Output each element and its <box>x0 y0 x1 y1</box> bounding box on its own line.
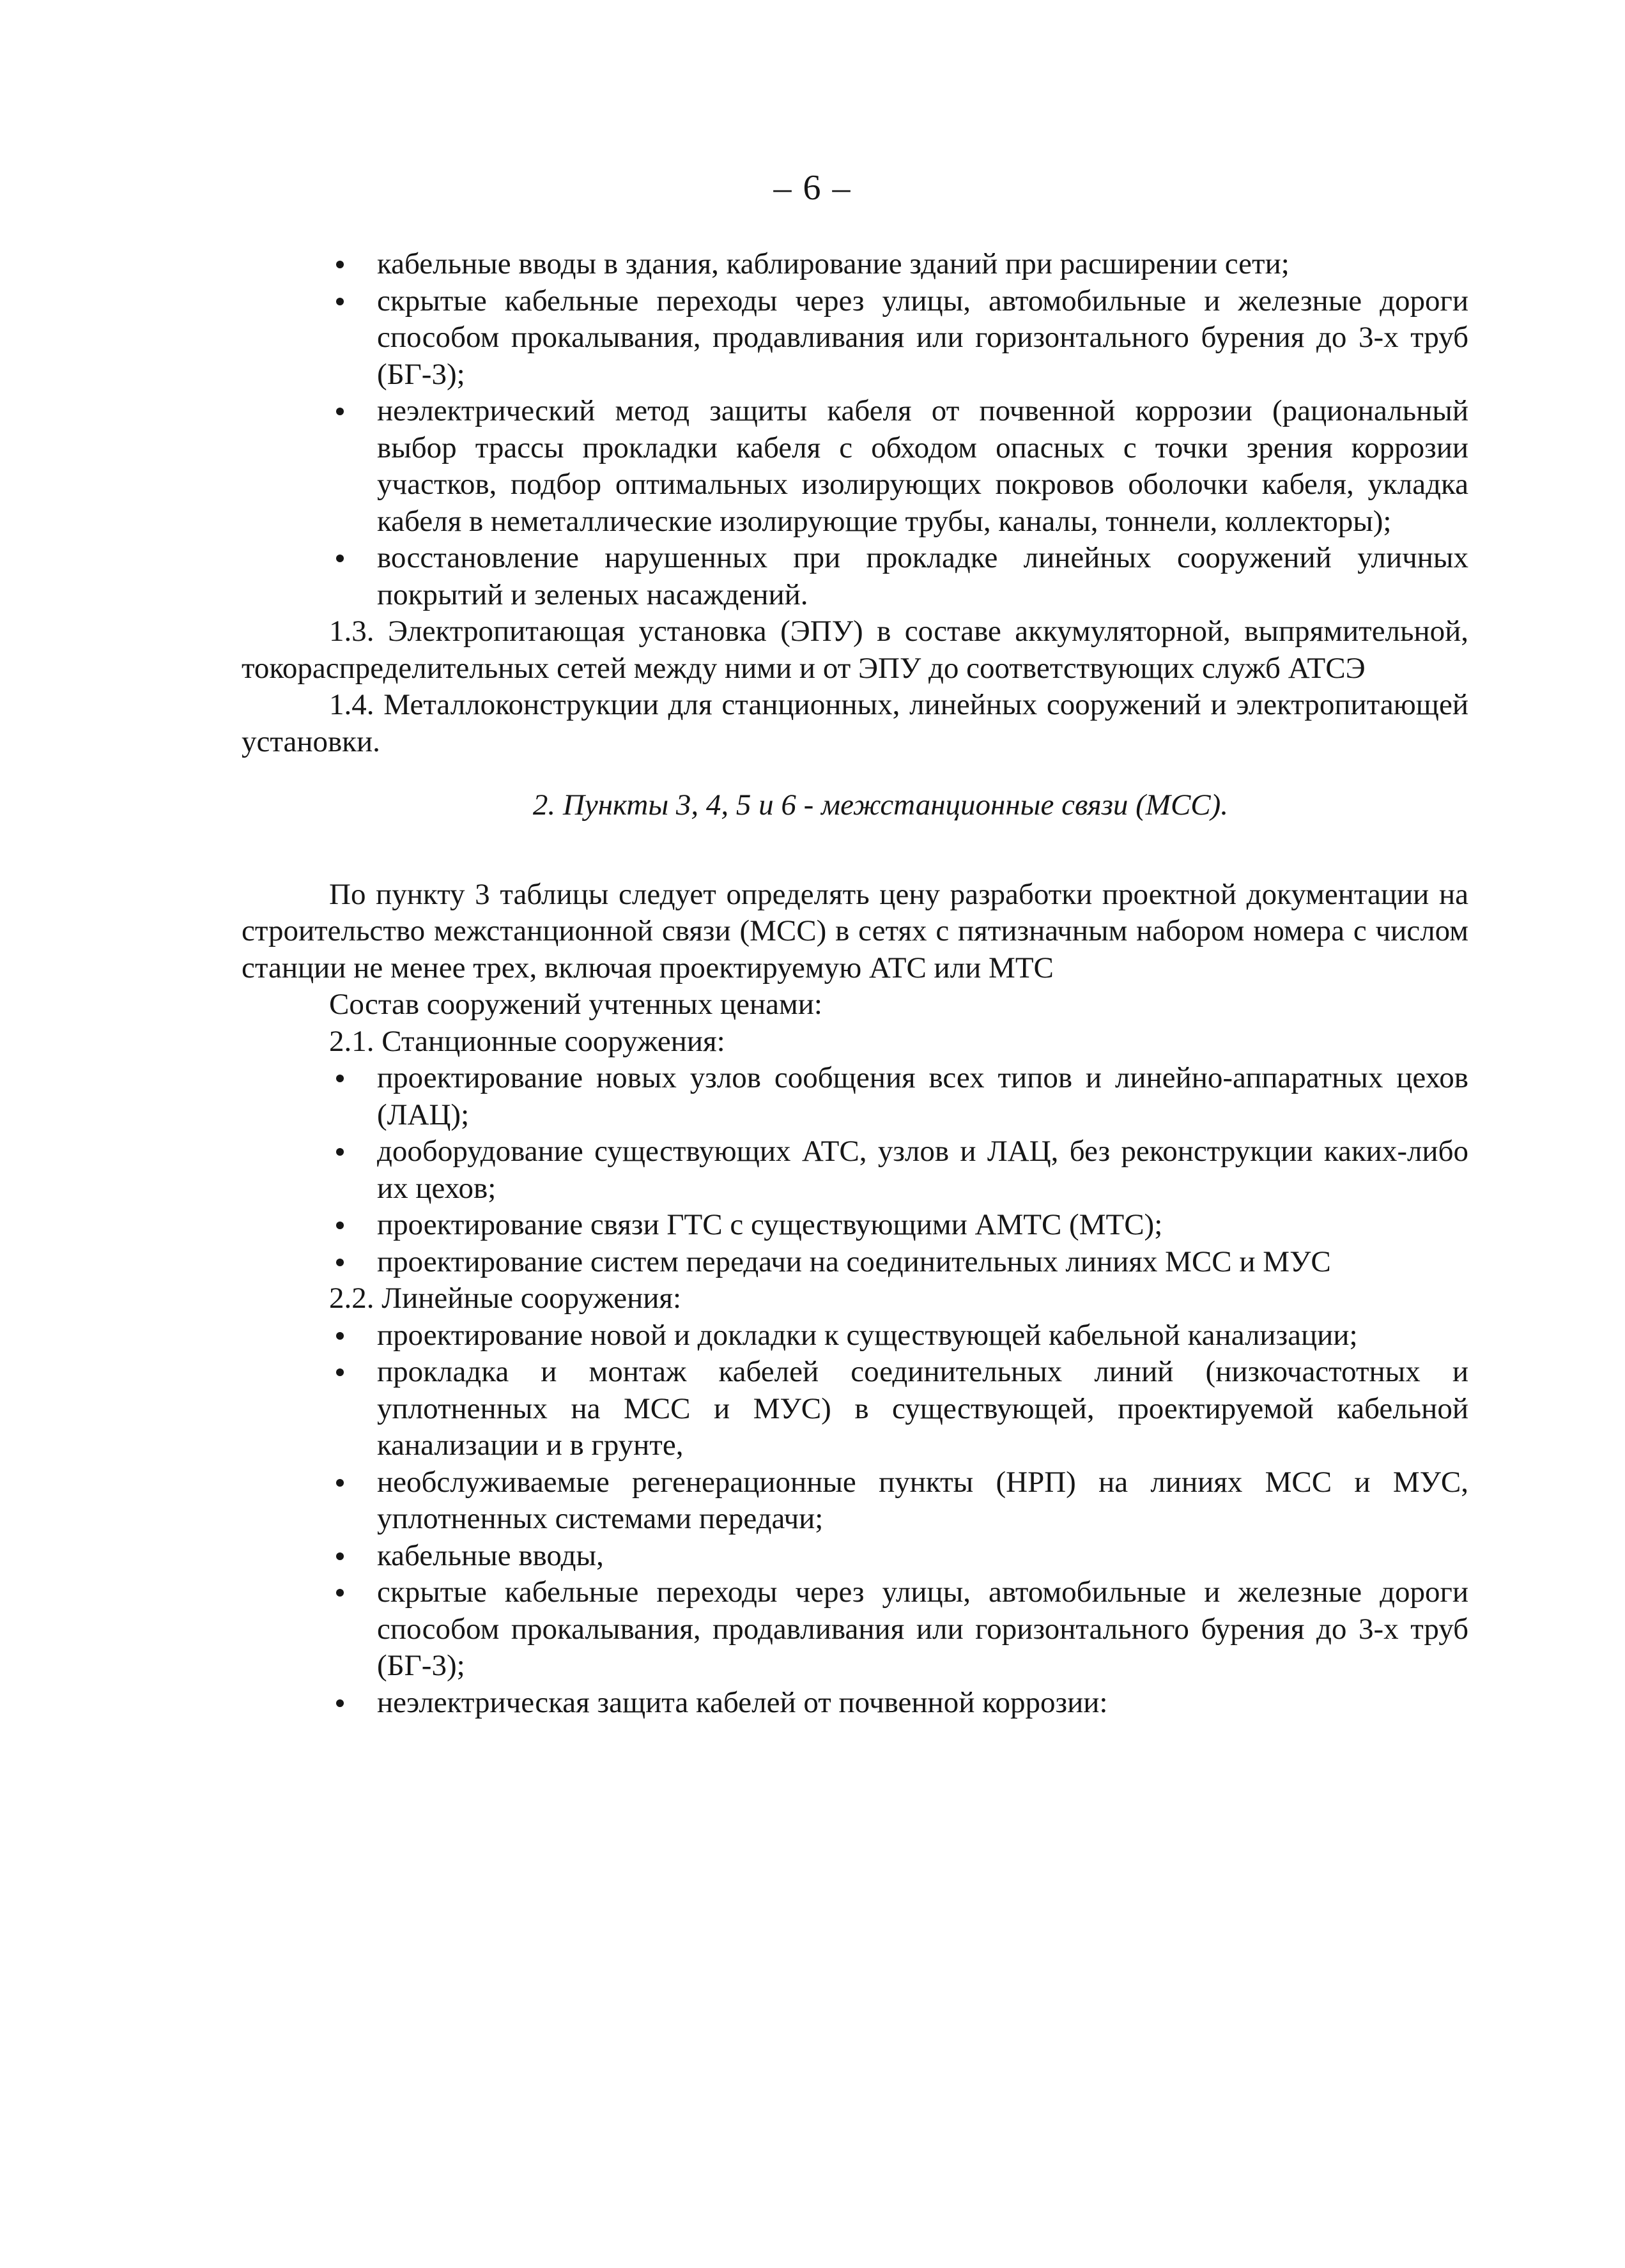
subsection-2-1: 2.1. Станционные сооружения: <box>329 1024 725 1058</box>
list-item: необслуживаемые регенерационные пункты (НРП) на линиях МСС и МУС, уплотненных системами передачи; <box>242 1464 1468 1538</box>
bullet-icon <box>336 1368 344 1376</box>
subsection-2-2: 2.2. Линейные сооружения: <box>329 1282 682 1315</box>
section-heading: 2. Пункты 3, 4, 5 и 6 - межстанционные связи (МСС). <box>532 788 1229 822</box>
list-item: неэлектрическая защита кабелей от почвенной коррозии: <box>242 1685 1468 1722</box>
bullet-icon <box>336 408 344 415</box>
bullet-icon <box>336 1589 344 1597</box>
list-item: проектирование новых узлов сообщения всех типов и линейно-аппаратных цехов (ЛАЦ); <box>242 1060 1468 1133</box>
bullet-icon <box>336 1479 344 1487</box>
list-item: проектирование систем передачи на соединительных линиях МСС и МУС <box>242 1244 1468 1281</box>
list-item: прокладка и монтаж кабелей соединительных линий (низкочастотных и уплотненных на МСС и МУС) в существующей, проектируемой кабельной канализации и в грунте, <box>242 1354 1468 1464</box>
list-item: кабельные вводы в здания, каблирование зданий при расширении сети; <box>242 246 1468 283</box>
bullet-icon <box>336 261 344 268</box>
list-item: кабельные вводы, <box>242 1538 1468 1575</box>
document-body <box>242 246 1468 1721</box>
list-item: проектирование новой и докладки к существующей кабельной канализации; <box>242 1317 1468 1354</box>
page-number: – 6 – <box>773 168 852 208</box>
bullet-list-2 <box>242 1060 1468 1280</box>
paragraph-1-3: 1.3. Электропитающая установка (ЭПУ) в составе аккумуляторной, выпрямительной, токораспределительных сетей между ними и от ЭПУ до соответствующих служб АТСЭ <box>242 615 1468 685</box>
bullet-list-1 <box>242 246 1468 613</box>
list-item: скрытые кабельные переходы через улицы, автомобильные и железные дороги способом прокалывания, продавливания или горизонтального бурения до 3-х труб (БГ-3); <box>242 1574 1468 1685</box>
composition-title: Состав сооружений учтенных ценами: <box>329 988 822 1021</box>
bullet-icon <box>336 1552 344 1560</box>
bullet-icon <box>336 1332 344 1340</box>
list-item: дооборудование существующих АТС, узлов и ЛАЦ, без реконструкции каких-либо их цехов; <box>242 1133 1468 1207</box>
bullet-icon <box>336 1075 344 1082</box>
bullet-icon <box>336 1222 344 1229</box>
list-item: восстановление нарушенных при прокладке линейных сооружений уличных покрытий и зеленых насаждений. <box>242 540 1468 613</box>
bullet-icon <box>336 555 344 562</box>
list-item: проектирование связи ГТС с существующими АМТС (МТС); <box>242 1207 1468 1244</box>
bullet-icon <box>336 1148 344 1156</box>
bullet-icon <box>336 298 344 305</box>
list-item: неэлектрический метод защиты кабеля от почвенной коррозии (рациональный выбор трассы прокладки кабеля с обходом опасных с точки зрения коррозии участков, подбор оптимальных изолирующих покровов оболочки кабеля, укладка кабеля в неметаллические изолирующие трубы, каналы, тоннели, коллекторы); <box>242 393 1468 540</box>
bullet-list-3 <box>242 1317 1468 1722</box>
paragraph-intro: По пункту 3 таблицы следует определять цену разработки проектной документации на строительство межстанционной связи (МСС) в сетях с пятизначным набором номера с числом станции не менее трех, включая проектируемую АТС или МТС <box>242 877 1468 985</box>
list-item: скрытые кабельные переходы через улицы, автомобильные и железные дороги способом прокалывания, продавливания или горизонтального бурения до 3-х труб (БГ-3); <box>242 283 1468 394</box>
paragraph-1-4: 1.4. Металлоконструкции для станционных, линейных сооружений и электропитающей установки. <box>242 688 1468 758</box>
bullet-icon <box>336 1259 344 1266</box>
bullet-icon <box>336 1699 344 1707</box>
